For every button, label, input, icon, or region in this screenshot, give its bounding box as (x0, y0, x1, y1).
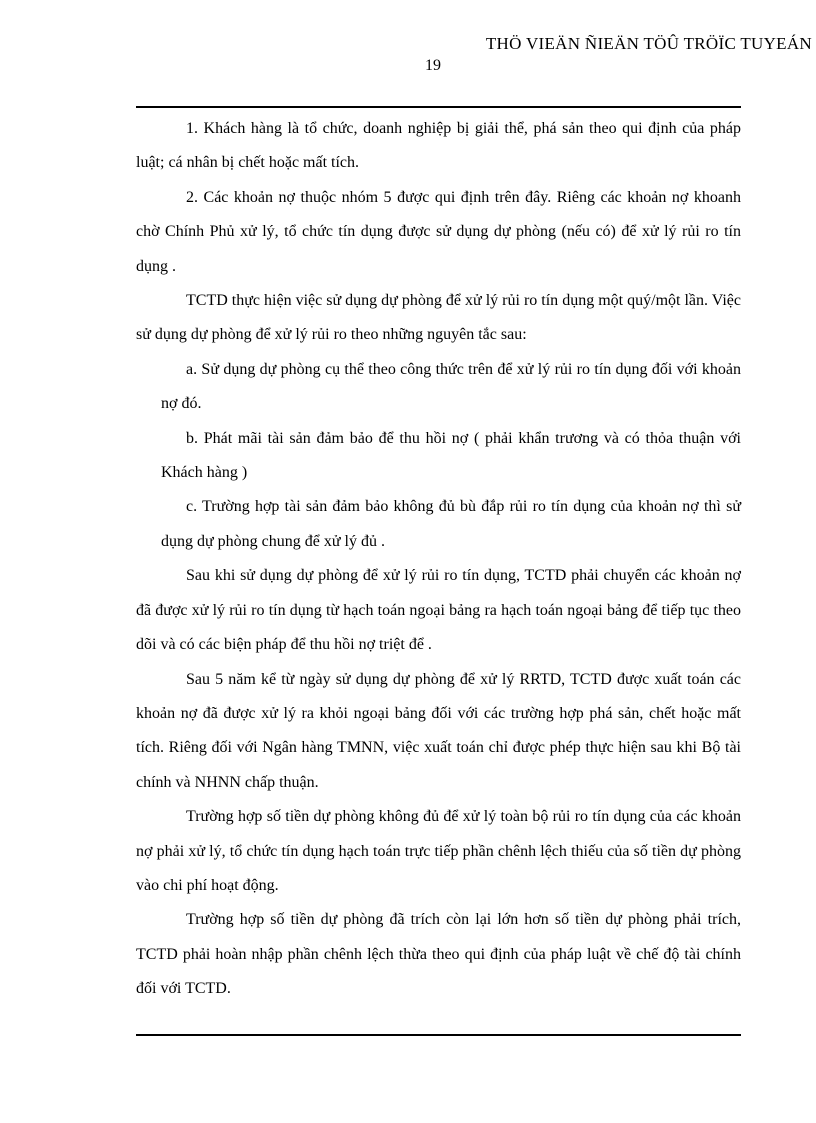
running-header: THÖ VIEÄN ÑIEÄN TÖÛ TRÖÏC TUYEÁN (485, 34, 812, 53)
paragraph-3: TCTD thực hiện việc sử dụng dự phòng để xử lý rủi ro tín dụng một quý/một lần. Việc sử dụng dự phòng để xử lý rủi ro theo những nguyên tắc sau: (136, 292, 741, 344)
paragraph-2: 2. Các khoản nợ thuộc nhóm 5 được qui định trên đây. Riêng các khoản nợ khoanh chờ Chính Phủ xử lý, tổ chức tín dụng được sử dụng dự phòng (nếu có) để xử lý rủi ro tín dụng . (136, 188, 741, 275)
body-text (136, 112, 741, 1007)
paragraph-7: Trường hợp số tiền dự phòng đã trích còn lại lớn hơn số tiền dự phòng phải trích, TCTD phải hoàn nhập phần chênh lệch thừa theo qui định của pháp luật về chế độ tài chính đối với TCTD. (136, 911, 741, 998)
page-number: 19 (425, 57, 441, 74)
list-item-a: a. Sử dụng dự phòng cụ thể theo công thức trên để xử lý rủi ro tín dụng đối với khoản nợ đó. (161, 360, 741, 413)
paragraph-5: Sau 5 năm kể từ ngày sử dụng dự phòng để xử lý RRTD, TCTD được xuất toán các khoản nợ đã được xử lý ra khỏi ngoại bảng đối với các trường hợp phá sản, chết hoặc mất tích. Riêng đối với Ngân hàng TMNN, việc xuất toán chỉ được phép thực hiện sau khi Bộ tài chính và NHNN chấp thuận. (136, 670, 741, 791)
list-item-b: b. Phát mãi tài sản đảm bảo để thu hồi nợ ( phải khẩn trương và có thỏa thuận với Khách hàng ) (161, 429, 741, 482)
bottom-rule (136, 1034, 741, 1036)
top-rule (136, 106, 741, 108)
paragraph-1: 1. Khách hàng là tổ chức, doanh nghiệp bị giải thể, phá sản theo qui định của pháp luật; cá nhân bị chết hoặc mất tích. (136, 120, 741, 172)
paragraph-6: Trường hợp số tiền dự phòng không đủ để xử lý toàn bộ rủi ro tín dụng của các khoản nợ phải xử lý, tổ chức tín dụng hạch toán trực tiếp phần chênh lệch thiếu của số tiền dự phòng vào chi phí hoạt động. (136, 808, 741, 894)
list-item-c: c. Trường hợp tài sản đảm bảo không đủ bù đắp rủi ro tín dụng của khoản nợ thì sử dụng dự phòng chung để xử lý đủ . (161, 498, 741, 550)
paragraph-4: Sau khi sử dụng dự phòng để xử lý rủi ro tín dụng, TCTD phải chuyển các khoản nợ đã được xử lý rủi ro tín dụng từ hạch toán ngoại bảng ra hạch toán ngoại bảng để tiếp tục theo dõi và có các biện pháp để thu hồi nợ triệt để . (136, 567, 741, 654)
